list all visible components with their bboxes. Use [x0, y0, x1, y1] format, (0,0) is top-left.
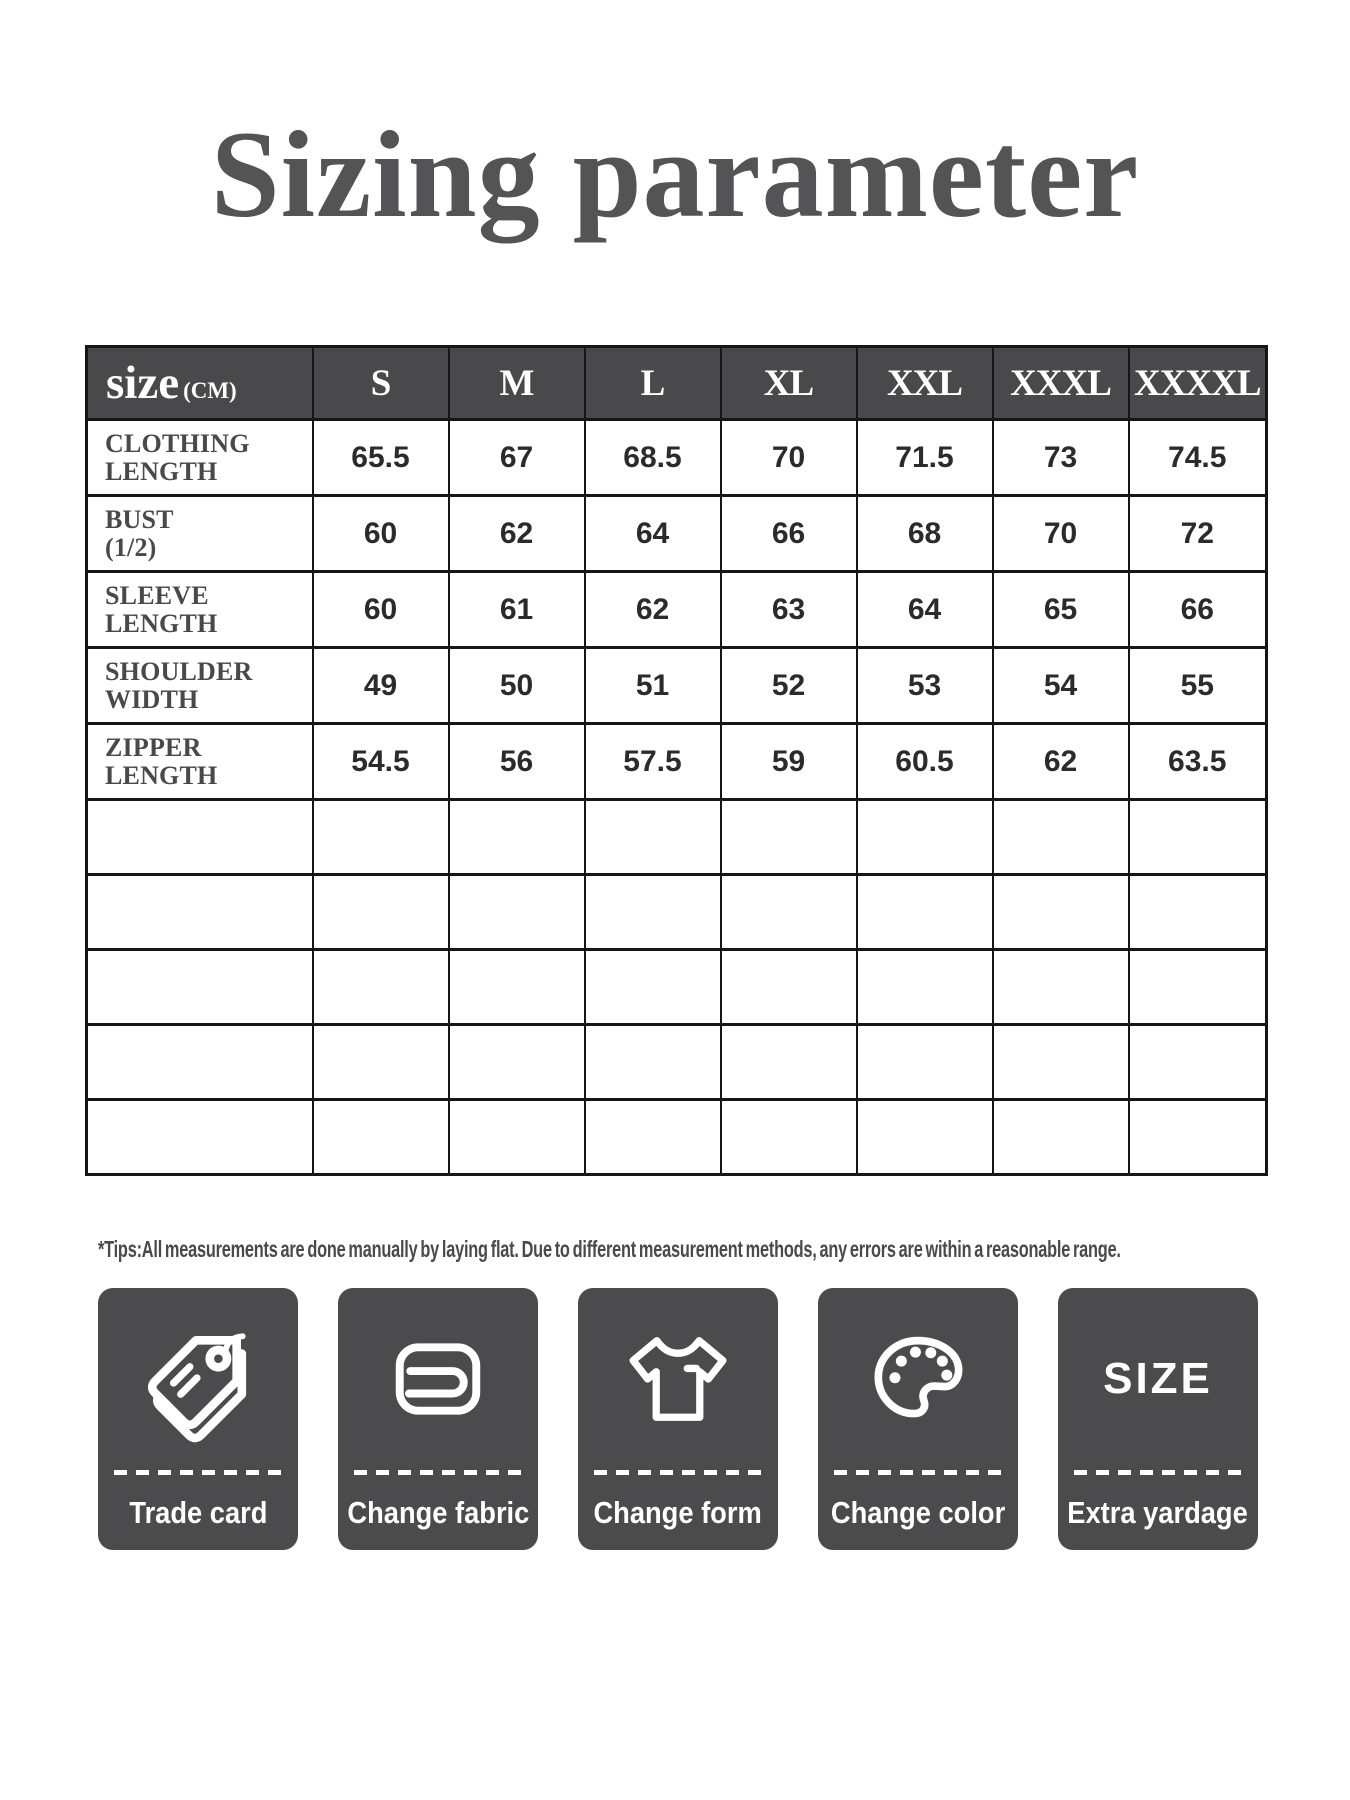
size-value-cell: 66 [721, 496, 857, 572]
column-header-xxl: XXL [857, 347, 993, 420]
row-label-line: LENGTH [105, 456, 218, 486]
size-value-cell: 63 [721, 572, 857, 648]
empty-cell [87, 800, 313, 875]
row-label-line: LENGTH [105, 760, 218, 790]
empty-cell [857, 1100, 993, 1175]
size-value-cell: 59 [721, 724, 857, 800]
size-value-cell: 62 [449, 496, 585, 572]
card-label-area [818, 1475, 1018, 1550]
empty-cell [721, 800, 857, 875]
size-value-cell: 51 [585, 648, 721, 724]
row-label [87, 496, 313, 572]
card-label-area [578, 1475, 778, 1550]
folded-fabric-icon [372, 1313, 504, 1445]
size-unit-suffix: (CM) [183, 378, 237, 403]
empty-cell [857, 1025, 993, 1100]
size-value-cell: 68.5 [585, 420, 721, 496]
size-value-cell: 54.5 [313, 724, 449, 800]
size-value-cell: 65 [993, 572, 1129, 648]
empty-cell [313, 1100, 449, 1175]
card-label: Change fabric [347, 1494, 529, 1530]
column-header-xxxl: XXXL [993, 347, 1129, 420]
service-card [338, 1288, 538, 1550]
table-row [87, 496, 1267, 572]
row-label [87, 724, 313, 800]
empty-cell [585, 800, 721, 875]
table-empty-row [87, 875, 1267, 950]
size-value-cell: 70 [721, 420, 857, 496]
empty-cell [1129, 950, 1267, 1025]
table-empty-row [87, 1100, 1267, 1175]
service-cards [98, 1288, 1258, 1550]
size-value-cell: 60 [313, 572, 449, 648]
row-label [87, 420, 313, 496]
empty-cell [857, 800, 993, 875]
size-value-cell: 70 [993, 496, 1129, 572]
row-label-line: SLEEVE [105, 581, 209, 611]
empty-cell [449, 800, 585, 875]
column-header-xxxxl: XXXXL [1129, 347, 1267, 420]
empty-cell [87, 875, 313, 950]
size-value-cell: 66 [1129, 572, 1267, 648]
price-tag-icon [126, 1307, 270, 1451]
empty-cell [313, 950, 449, 1025]
service-card [578, 1288, 778, 1550]
service-card [1058, 1288, 1258, 1550]
table-row [87, 724, 1267, 800]
size-value-cell: 61 [449, 572, 585, 648]
column-header-l: L [585, 347, 721, 420]
card-label: Change form [593, 1494, 763, 1530]
size-value-cell: 55 [1129, 648, 1267, 724]
card-icon-area [98, 1288, 298, 1470]
empty-cell [449, 1025, 585, 1100]
tips-text: *Tips:All measurements are done manually by laying flat. Due to different measurement methods, any errors are within a reasonable range. [98, 1236, 1121, 1262]
empty-cell [313, 800, 449, 875]
empty-cell [87, 950, 313, 1025]
size-value-cell: 62 [993, 724, 1129, 800]
empty-cell [857, 875, 993, 950]
size-value-cell: 63.5 [1129, 724, 1267, 800]
row-label-line: SHOULDER [105, 657, 253, 687]
row-label [87, 572, 313, 648]
empty-cell [585, 1025, 721, 1100]
page-title: Sizing parameter [210, 106, 1140, 243]
empty-cell [1129, 875, 1267, 950]
size-value-cell: 56 [449, 724, 585, 800]
table-row [87, 572, 1267, 648]
empty-cell [721, 1025, 857, 1100]
size-value-cell: 57.5 [585, 724, 721, 800]
empty-cell [721, 875, 857, 950]
empty-cell [585, 950, 721, 1025]
empty-cell [857, 950, 993, 1025]
size-value-cell: 65.5 [313, 420, 449, 496]
card-icon-area [818, 1288, 1018, 1470]
empty-cell [87, 1025, 313, 1100]
size-value-cell: 74.5 [1129, 420, 1267, 496]
empty-cell [1129, 1025, 1267, 1100]
table-empty-row [87, 950, 1267, 1025]
empty-cell [1129, 1100, 1267, 1175]
card-label-area [1058, 1475, 1258, 1550]
tshirt-icon [612, 1313, 744, 1445]
empty-cell [87, 1100, 313, 1175]
palette-icon [854, 1315, 982, 1443]
empty-cell [721, 1100, 857, 1175]
table-header-row [87, 347, 1267, 420]
column-header-m: M [449, 347, 585, 420]
size-value-cell: 49 [313, 648, 449, 724]
table-row [87, 420, 1267, 496]
card-label: Change color [830, 1494, 1006, 1530]
card-label: Extra yardage [1067, 1494, 1249, 1530]
empty-cell [993, 1025, 1129, 1100]
card-label-area [98, 1475, 298, 1550]
empty-cell [449, 875, 585, 950]
row-label-line: BUST [105, 505, 174, 535]
size-unit-label: size [106, 357, 180, 409]
size-value-cell: 60 [313, 496, 449, 572]
table-empty-row [87, 800, 1267, 875]
row-label-line: ZIPPER [105, 733, 202, 763]
size-unit-header [87, 347, 313, 420]
size-value-cell: 64 [585, 496, 721, 572]
table-empty-row [87, 1025, 1267, 1100]
card-label: Trade card [129, 1494, 267, 1530]
empty-cell [449, 1100, 585, 1175]
empty-cell [993, 950, 1129, 1025]
column-header-xl: XL [721, 347, 857, 420]
row-label-line: LENGTH [105, 608, 218, 638]
service-card [98, 1288, 298, 1550]
size-value-cell: 72 [1129, 496, 1267, 572]
size-value-cell: 62 [585, 572, 721, 648]
empty-cell [993, 1100, 1129, 1175]
size-value-cell: 73 [993, 420, 1129, 496]
service-card [818, 1288, 1018, 1550]
size-value-cell: 68 [857, 496, 993, 572]
empty-cell [993, 800, 1129, 875]
size-value-cell: 60.5 [857, 724, 993, 800]
card-icon-area [338, 1288, 538, 1470]
size-value-cell: 50 [449, 648, 585, 724]
row-label-line: (1/2) [105, 532, 157, 562]
empty-cell [313, 1025, 449, 1100]
size-text-icon: SIZE [1103, 1354, 1213, 1403]
size-value-cell: 67 [449, 420, 585, 496]
empty-cell [721, 950, 857, 1025]
card-label-area [338, 1475, 538, 1550]
empty-cell [585, 1100, 721, 1175]
card-icon-area [1058, 1288, 1258, 1470]
empty-cell [449, 950, 585, 1025]
sizing-table [85, 345, 1268, 1176]
empty-cell [993, 875, 1129, 950]
empty-cell [585, 875, 721, 950]
size-value-cell: 53 [857, 648, 993, 724]
size-value-cell: 54 [993, 648, 1129, 724]
row-label [87, 648, 313, 724]
table-row [87, 648, 1267, 724]
column-header-s: S [313, 347, 449, 420]
empty-cell [1129, 800, 1267, 875]
size-value-cell: 52 [721, 648, 857, 724]
row-label-line: CLOTHING [105, 429, 250, 459]
card-icon-area [578, 1288, 778, 1470]
row-label-line: WIDTH [105, 684, 199, 714]
size-value-cell: 64 [857, 572, 993, 648]
size-value-cell: 71.5 [857, 420, 993, 496]
empty-cell [313, 875, 449, 950]
